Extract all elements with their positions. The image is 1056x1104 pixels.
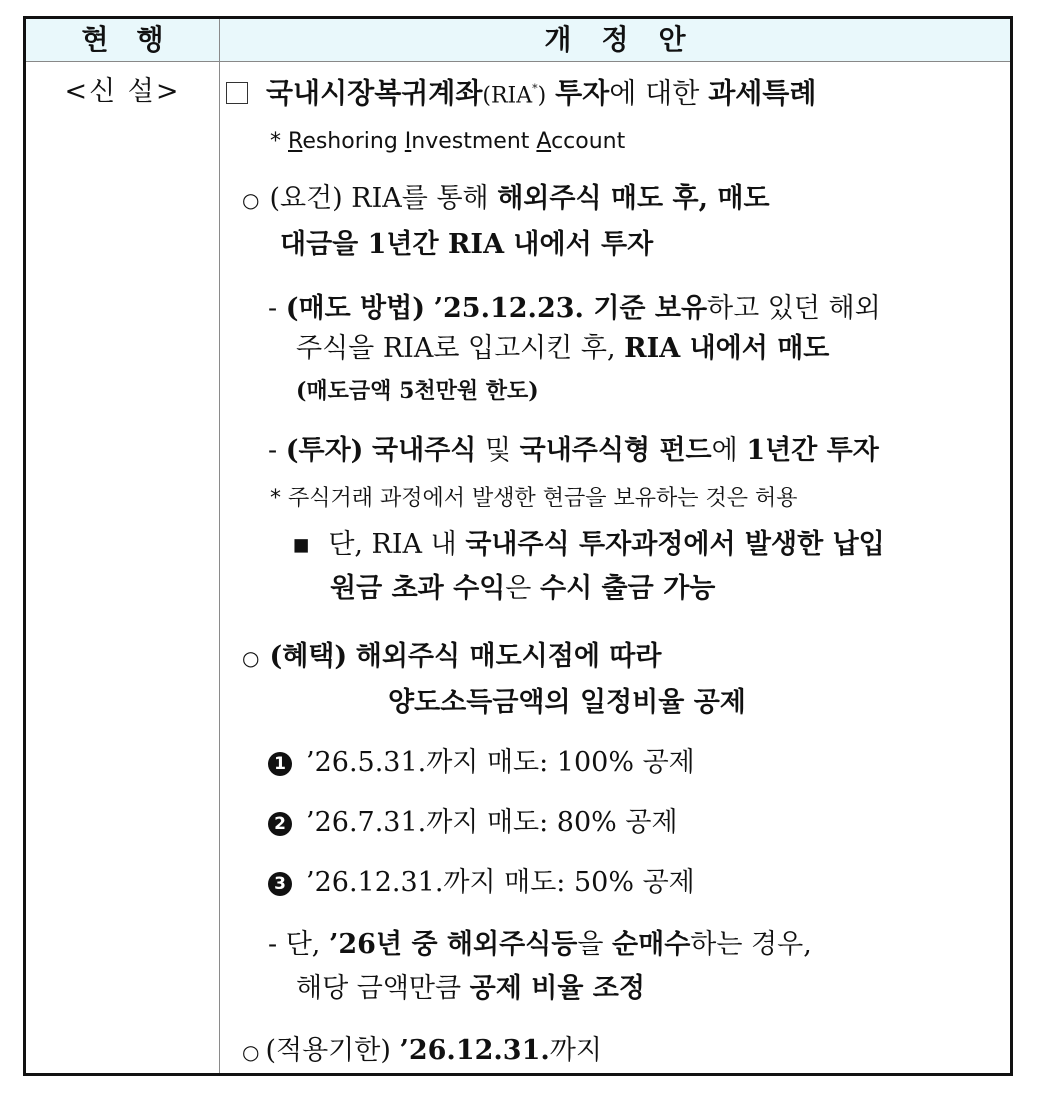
- square-bullet-icon: ▪: [292, 529, 311, 560]
- circle-bullet-icon: ○: [242, 188, 260, 212]
- proposal-cell: [220, 61, 1010, 1073]
- ria-footnote: * Reshoring Investment Account: [270, 129, 626, 154]
- sell-method-line-2: 주식을 RIA로 입고시킨 후, RIA 내에서 매도: [296, 333, 830, 364]
- sell-method-limit: (매도금액 5천만원 한도): [296, 378, 539, 404]
- investment-sub-line-2: 원금 초과 수익은 수시 출금 가능: [330, 573, 716, 604]
- current-cell: <신 설>: [64, 76, 181, 107]
- sell-method-line-1: - (매도 방법) ’25.12.23. 기준 보유하고 있던 해외: [268, 293, 881, 324]
- investment-line: - (투자) 국내주식 및 국내주식형 펀드에 1년간 투자: [268, 435, 879, 466]
- number-2-icon: 2: [268, 812, 292, 836]
- requirement-line-2: 대금을 1년간 RIA 내에서 투자: [280, 229, 654, 260]
- investment-note: * 주식거래 과정에서 발생한 현금을 보유하는 것은 허용: [270, 486, 798, 511]
- benefit-item-1: 1 ’26.5.31.까지 매도: 100% 공제: [268, 745, 695, 781]
- requirement-line-1: ○ (요건) RIA를 통해 해외주식 매도 후, 매도: [242, 183, 770, 214]
- benefit-item-3: 3 ’26.12.31.까지 매도: 50% 공제: [268, 865, 695, 901]
- comparison-table: [23, 16, 1013, 1076]
- checkbox-square-icon: [226, 82, 248, 104]
- header-current: 현행: [81, 23, 192, 56]
- section-title: 국내시장복귀계좌(RIA*) 투자에 대한 과세특례: [226, 71, 816, 114]
- benefit-exception-line-1: - 단, ’26년 중 해외주식등을 순매수하는 경우,: [268, 929, 812, 960]
- deadline-line: ○ (적용기한) ’26.12.31.까지: [242, 1035, 602, 1066]
- header-proposal: 개정안: [544, 23, 716, 56]
- number-1-icon: 1: [268, 752, 292, 776]
- benefit-line-1: ○ (혜택) 해외주식 매도시점에 따라: [242, 641, 662, 672]
- number-3-icon: 3: [268, 872, 292, 896]
- benefit-exception-line-2: 해당 금액만큼 공제 비율 조정: [296, 973, 645, 1004]
- benefit-line-2: 양도소득금액의 일정비율 공제: [388, 687, 746, 718]
- table-header-row: [26, 19, 1010, 62]
- circle-bullet-icon: ○: [242, 646, 260, 670]
- circle-bullet-icon: ○: [242, 1040, 260, 1064]
- benefit-item-2: 2 ’26.7.31.까지 매도: 80% 공제: [268, 805, 678, 841]
- investment-sub-line-1: ▪ 단, RIA 내 국내주식 투자과정에서 발생한 납입: [292, 529, 885, 560]
